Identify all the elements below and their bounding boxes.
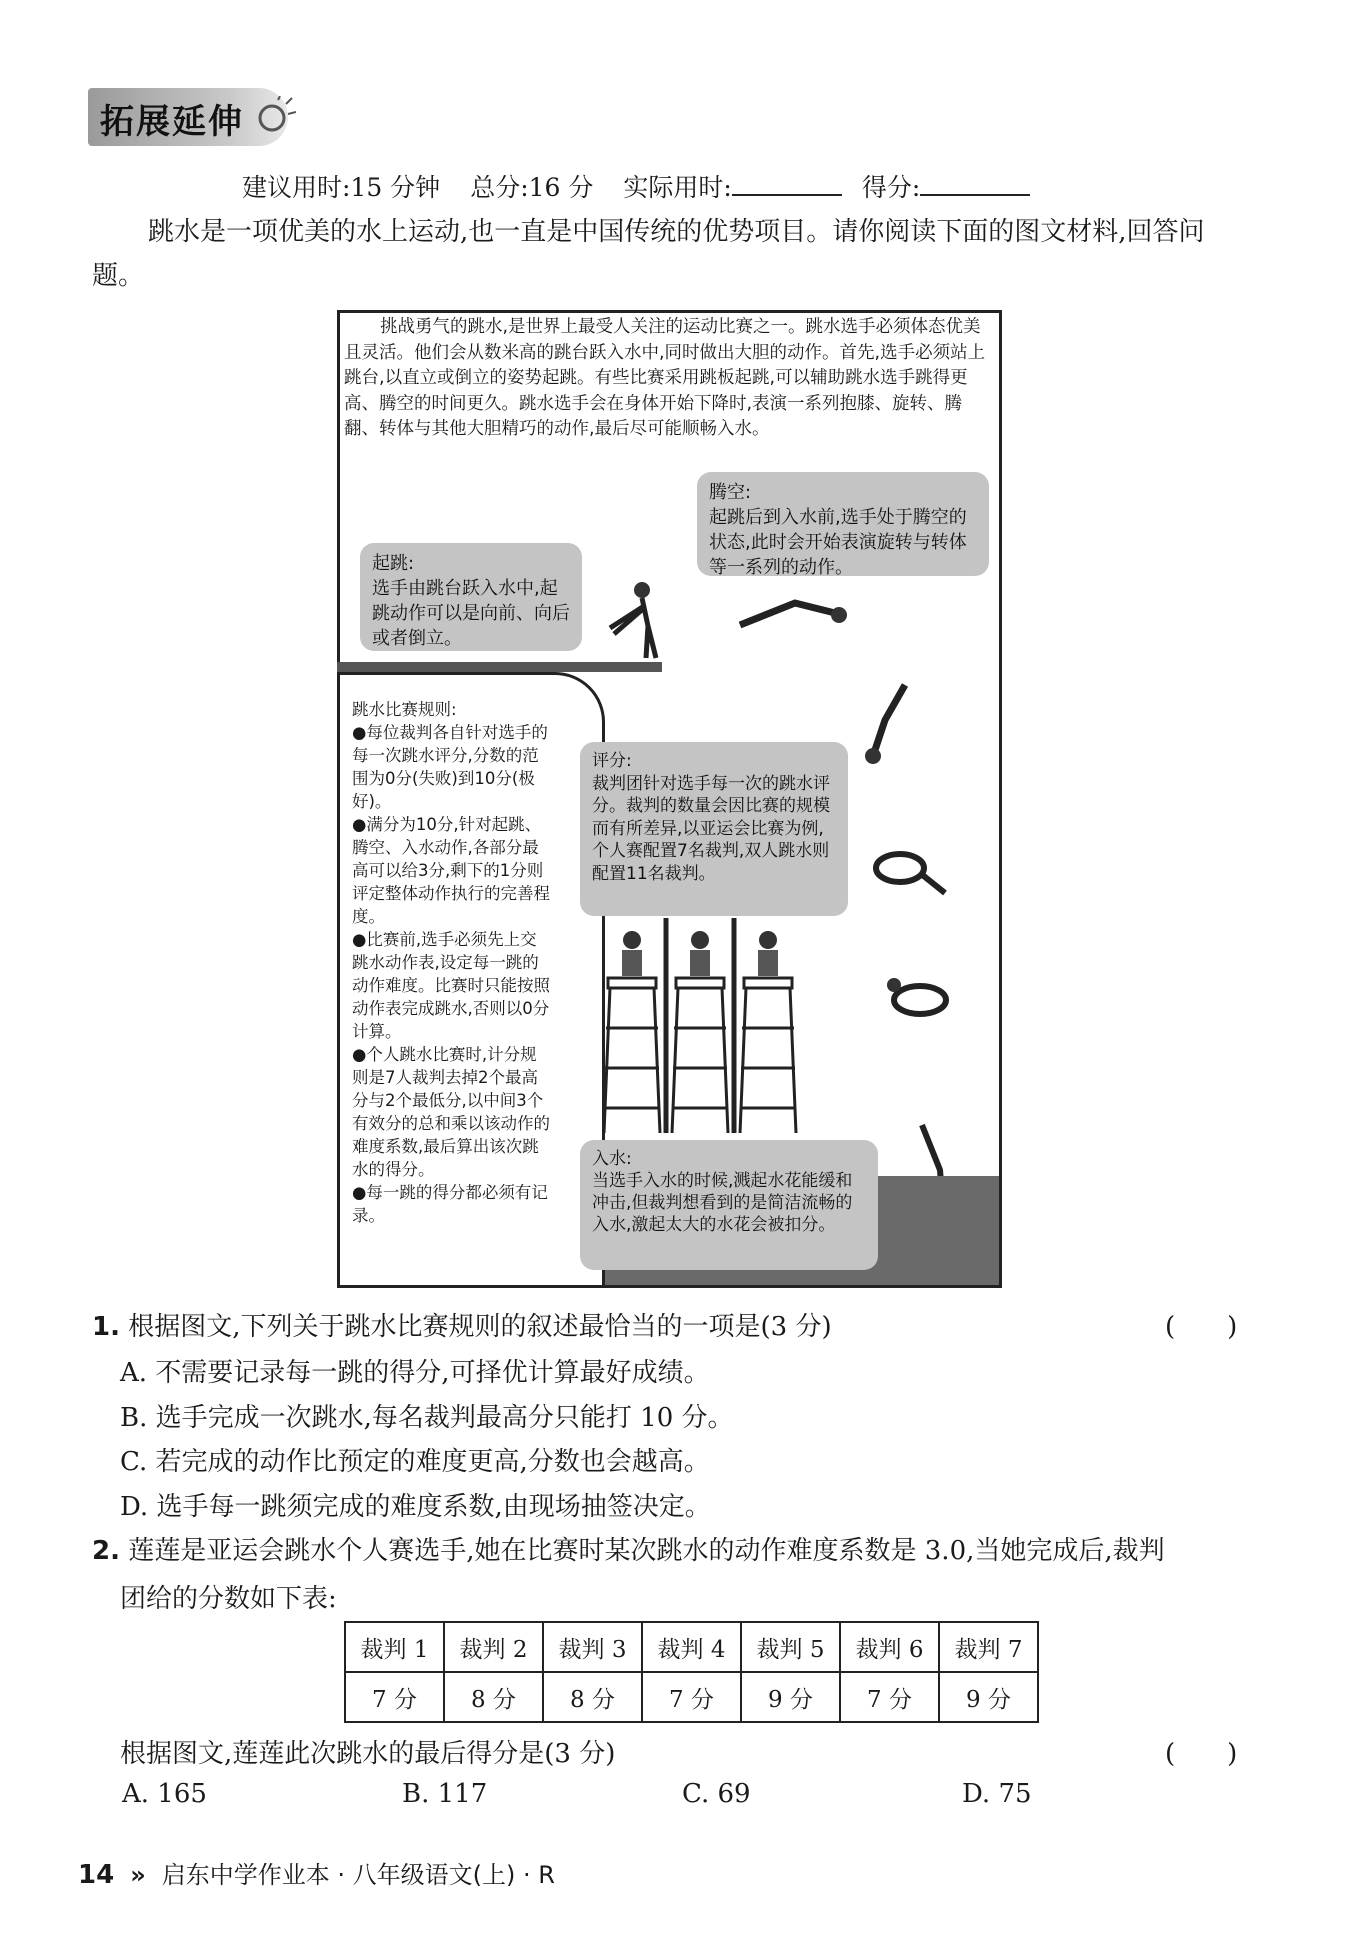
diver-illustration-icon bbox=[845, 680, 925, 774]
figure-intro-text: 挑战勇气的跳水,是世界上最受人关注的运动比赛之一。跳水选手必须体态优美且灵活。他们会从数米高的跳台跃入水中,同时做出大胆的动作。首先,选手必须站上跳台,以直立或倒立的姿势起跳。有些比赛采用跳板起跳,可以辅助跳水选手跳得更高、腾空的时间更久。跳水选手会在身体开始下降时,表演一系列抱膝、旋转、腾翻、转体与其他大胆精巧的动作,最后尽可能顺畅入水。 bbox=[344, 317, 986, 439]
q2-question: 根据图文,莲莲此次跳水的最后得分是(3 分) bbox=[120, 1739, 616, 1769]
section-title: 拓展延伸 bbox=[100, 102, 244, 142]
pingfen-title: 评分: bbox=[592, 751, 632, 771]
table-cell: 9 分 bbox=[741, 1672, 840, 1722]
table-header-cell: 裁判 2 bbox=[444, 1622, 543, 1672]
table-cell: 7 分 bbox=[345, 1672, 444, 1722]
q2-option-b[interactable]: B. 117 bbox=[402, 1779, 488, 1809]
tengkong-bubble bbox=[697, 472, 989, 576]
total-score: 总分:16 分 bbox=[470, 173, 594, 202]
book-title: 启东中学作业本 · 八年级语文(上) · R bbox=[161, 1861, 555, 1889]
qitiao-text: 选手由跳台跃入水中,起跳动作可以是向前、向后或者倒立。 bbox=[372, 578, 570, 649]
qitiao-bubble bbox=[360, 543, 582, 651]
rushui-text: 当选手入水的时候,溅起水花能缓和冲击,但裁判想看到的是简洁流畅的入水,激起太大的水花会被扣分。 bbox=[592, 1171, 853, 1235]
q2-text-line2: 团给的分数如下表: bbox=[120, 1584, 337, 1614]
page-footer bbox=[78, 1855, 555, 1890]
rushui-bubble bbox=[580, 1140, 878, 1270]
qitiao-title: 起跳: bbox=[372, 553, 415, 574]
diver-illustration-icon bbox=[600, 578, 690, 672]
rushui-title: 入水: bbox=[592, 1149, 632, 1169]
suggested-time: 建议用时:15 分钟 bbox=[242, 173, 441, 202]
diver-illustration-icon bbox=[735, 585, 850, 639]
rule-item: ●满分为10分,针对起跳、腾空、入水动作,各部分最高可以给3分,剩下的1分则评定整体动作执行的完善程度。 bbox=[352, 815, 550, 926]
score-table bbox=[344, 1621, 1039, 1723]
table-row bbox=[345, 1622, 1038, 1672]
rule-item: ●每位裁判各自针对选手的每一次跳水评分,分数的范围为0分(失败)到10分(极好)。 bbox=[352, 723, 548, 811]
pingfen-text: 裁判团针对选手每一次的跳水评分。裁判的数量会因比赛的规模而有所差异,以亚运会比赛为例,个人赛配置7名裁判,双人跳水则配置11名裁判。 bbox=[592, 773, 830, 884]
table-cell: 8 分 bbox=[444, 1672, 543, 1722]
actual-time-blank[interactable] bbox=[732, 174, 842, 196]
rule-item: ●比赛前,选手必须先上交跳水动作表,设定每一跳的动作难度。比赛时只能按照动作表完成跳水,否则以0分计算。 bbox=[352, 930, 550, 1041]
score-label: 得分: bbox=[861, 173, 921, 202]
q2-answer-paren[interactable]: ( ) bbox=[1165, 1739, 1238, 1769]
q2-text-line1: 莲莲是亚运会跳水个人赛选手,她在比赛时某次跳水的动作难度系数是 3.0,当她完成后,裁判 bbox=[128, 1536, 1165, 1566]
judge-chairs-illustration bbox=[600, 918, 800, 1142]
q1-option-a[interactable]: A. 不需要记录每一跳的得分,可择优计算最好成绩。 bbox=[120, 1358, 710, 1388]
diver-illustration-icon bbox=[870, 843, 950, 907]
rules-text bbox=[352, 698, 552, 1227]
actual-time-label: 实际用时: bbox=[623, 173, 732, 202]
q1-number: 1. bbox=[92, 1312, 120, 1342]
page-number: 14 bbox=[78, 1860, 115, 1890]
q1-answer-paren[interactable]: ( ) bbox=[1165, 1312, 1238, 1342]
q1-option-c[interactable]: C. 若完成的动作比预定的难度更高,分数也会越高。 bbox=[120, 1447, 710, 1477]
rules-title: 跳水比赛规则: bbox=[352, 700, 457, 719]
table-cell: 7 分 bbox=[840, 1672, 939, 1722]
rule-item: ●每一跳的得分都必须有记录。 bbox=[352, 1183, 548, 1225]
table-header-cell: 裁判 1 bbox=[345, 1622, 444, 1672]
q2-option-a[interactable]: A. 165 bbox=[122, 1779, 207, 1809]
time-score-line bbox=[242, 168, 1050, 204]
q2-number: 2. bbox=[92, 1536, 120, 1566]
rule-item: ●个人跳水比赛时,计分规则是7人裁判去掉2个最高分与2个最低分,以中间3个有效分的总和乘以该动作的难度系数,最后算出该次跳水的得分。 bbox=[352, 1045, 550, 1179]
table-cell: 9 分 bbox=[939, 1672, 1038, 1722]
table-header-cell: 裁判 3 bbox=[543, 1622, 642, 1672]
tengkong-title: 腾空: bbox=[709, 482, 752, 503]
intro-paragraph: 跳水是一项优美的水上运动,也一直是中国传统的优势项目。请你阅读下面的图文材料,回答问题。 bbox=[92, 217, 1205, 291]
q2-option-d[interactable]: D. 75 bbox=[962, 1779, 1032, 1809]
table-header-cell: 裁判 5 bbox=[741, 1622, 840, 1672]
pingfen-bubble bbox=[580, 742, 848, 916]
table-row bbox=[345, 1672, 1038, 1722]
table-cell: 8 分 bbox=[543, 1672, 642, 1722]
score-blank[interactable] bbox=[920, 174, 1030, 196]
tengkong-text: 起跳后到入水前,选手处于腾空的状态,此时会开始表演旋转与转体等一系列的动作。 bbox=[709, 507, 967, 578]
q1-option-d[interactable]: D. 选手每一跳须完成的难度系数,由现场抽签决定。 bbox=[120, 1492, 711, 1522]
diver-illustration-icon bbox=[880, 965, 960, 1029]
q2-stem bbox=[92, 1530, 1165, 1567]
q1-option-b[interactable]: B. 选手完成一次跳水,每名裁判最高分只能打 10 分。 bbox=[120, 1403, 734, 1433]
table-header-cell: 裁判 7 bbox=[939, 1622, 1038, 1672]
double-chevron-icon: » bbox=[130, 1861, 146, 1889]
table-header-cell: 裁判 6 bbox=[840, 1622, 939, 1672]
lightbulb-icon bbox=[252, 96, 296, 144]
q2-option-c[interactable]: C. 69 bbox=[682, 1779, 751, 1809]
table-header-cell: 裁判 4 bbox=[642, 1622, 741, 1672]
q1-text: 根据图文,下列关于跳水比赛规则的叙述最恰当的一项是(3 分) bbox=[128, 1312, 832, 1342]
q1-stem bbox=[92, 1306, 832, 1343]
table-cell: 7 分 bbox=[642, 1672, 741, 1722]
